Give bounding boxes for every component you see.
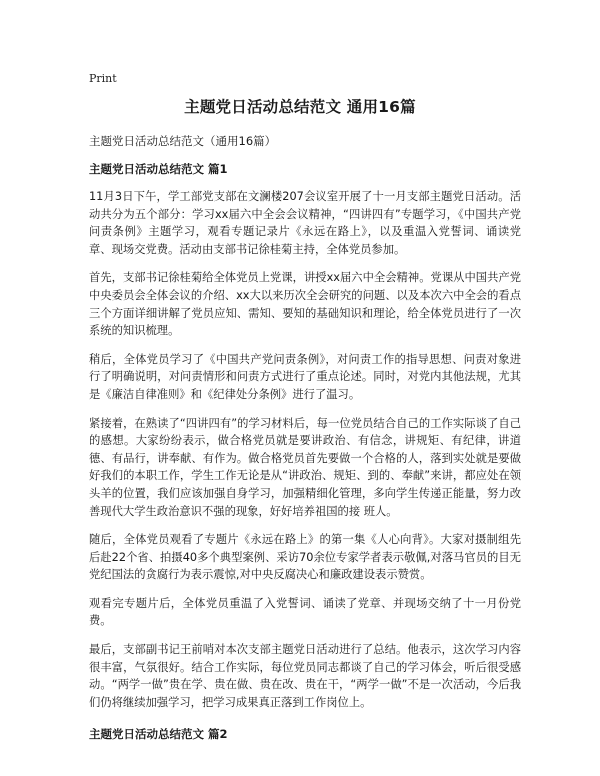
paragraph: 首先，支部书记徐桂菊给全体党员上党课，讲授xx届六中全会精神。党课从中国共产党中央委员会全体会议的介绍、xx大以来历次全会研究的问题、以及本次六中全会的看点三个方面详细讲解了党员应知、需知、要知的基础知识和理论，给全体党员进行了一次系统的知识梳理。: [89, 271, 521, 338]
section-heading: 主题党日活动总结范文 篇2: [89, 727, 228, 742]
document-subtitle: 主题党日活动总结范文（通用16篇）: [89, 134, 277, 148]
paragraph: 紧接着，在熟读了“四讲四有”的学习材料后，每一位党员结合自己的工作实际谈了自己的感想。大家纷纷表示，做合格党员就是要讲政治、有信念，讲规矩、有纪律，讲道德、有品行，讲奉献、有作为。做合格党员首先要做一个合格的人，落到实处就是要做好我们的本职工作，学生工作无论是从“讲政治、规矩、到的、奉献”来讲，都应处在领头羊的位置，我们应该加强自身学习，加强精细化管理，多向学生传递正能量，努力改善现代大学生政治意识不强的现象，好好培养祖国的接 班人。: [89, 416, 521, 518]
paragraph: 稍后，全体党员学习了《中国共产党问责条例》，对问责工作的指导思想、问责对象进行了明确说明，对问责情形和问责方式进行了重点论述。同时，对党内其他法规，尤其是《廉洁自律准则》和《纪律处分条例》进行了温习。: [89, 352, 521, 401]
document-content: [89, 133, 521, 753]
paragraph: 11月3日下午，学工部党支部在文澜楼207会议室开展了十一月支部主题党日活动。活动共分为五个部分：学习xx届六中全会会议精神，“四讲四有”专题学习，《中国共产党问责条例》主题学习，观看专题记录片《永远在路上》，以及重温入党誓词、诵读党章、现场交党费。活动由支部书记徐桂菊主持，全体党员参加。: [89, 190, 521, 256]
paragraph: 观看完专题片后，全体党员重温了入党誓词、诵读了党章、并现场交纳了十一月份党费。: [89, 596, 521, 628]
print-link[interactable]: Print: [89, 72, 117, 85]
paragraph: 随后，全体党员观看了专题片《永远在路上》的第一集《人心向背》。大家对摄制组先后赴22个省、拍摄40多个典型案例、采访70余位专家学者表示敬佩,对落马官员的目无党纪国法的贪腐行为表示震惊,对中央反腐决心和廉政建设表示赞赏。: [89, 533, 521, 582]
section-heading: 主题党日活动总结范文 篇1: [89, 162, 228, 176]
document-title: 主题党日活动总结范文 通用16篇: [184, 98, 416, 116]
paragraph: 最后，支部副书记王前哨对本次支部主题党日活动进行了总结。他表示，这次学习内容很丰富，气氛很好。结合工作实际，每位党员同志都谈了自己的学习体会，听后很受感动。“两学一做”贵在学、贵在做、贵在改、贵在干，“两学一做”不是一次活动，今后我们仍将继续加强学习，把学习成果真正落到工作岗位上。: [89, 643, 521, 709]
